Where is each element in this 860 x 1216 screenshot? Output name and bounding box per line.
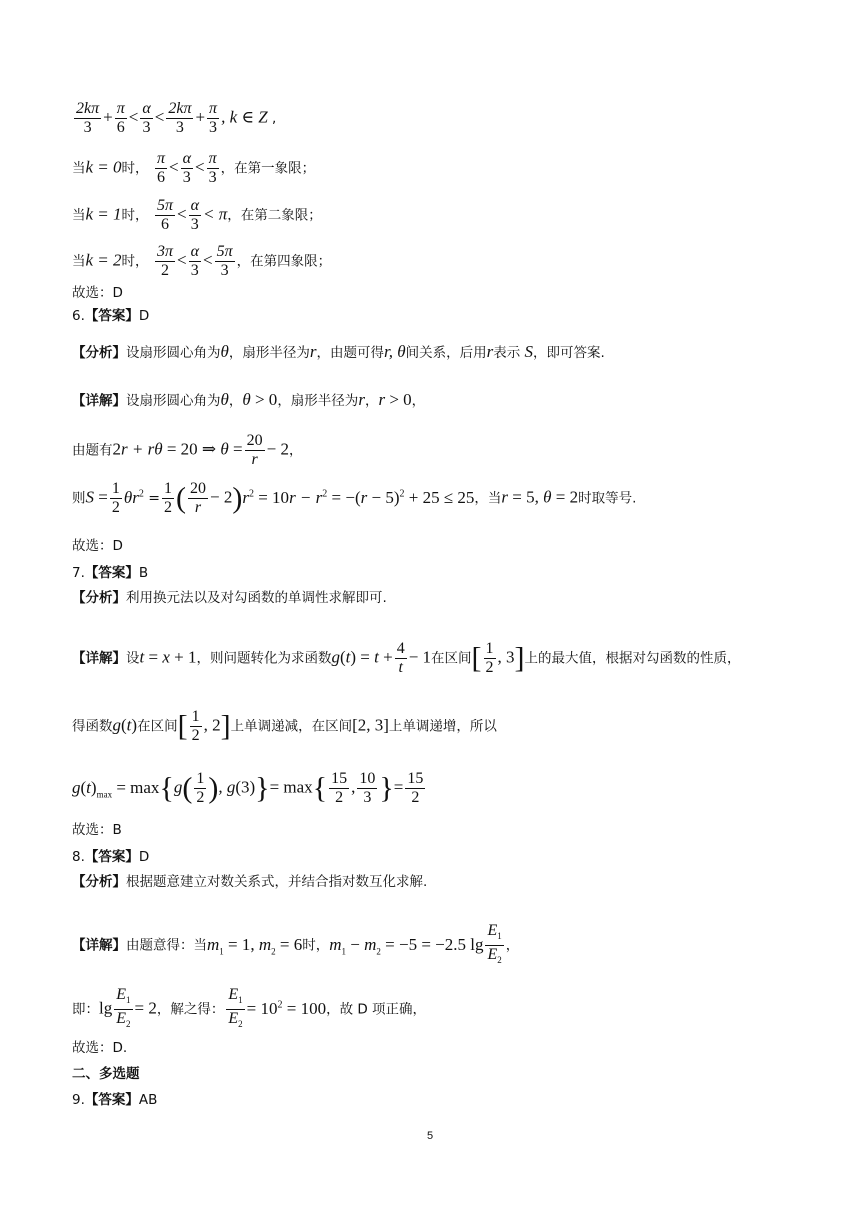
max-equation-line: $g(t)_{max} = \max\{g$( $\frac{1}{2}$ ), g(3)}= max{ $\frac{15}{2}$ , $\frac{10}{3}$ }= $\frac{15}{2}$	[72, 770, 424, 806]
inequality-line: $\frac{2k\pi}{3}$ + $\frac{\pi}{6}$ < $\frac{\alpha}{3}$ < $\frac{2k\pi}{3}$ + $\frac{\pi}{3}$ , k ∈ Z ,	[76, 100, 277, 136]
answer-heading-7: 7.【答案】B	[72, 565, 149, 581]
detail-6: 【详解】设扇形圆心角为θ，θ > 0，扇形半径为r，r > 0，	[72, 390, 426, 409]
monotonic-line: 得函数g(t)在区间[ $\frac{1}{2}$ , 2]上单调递减，在区间[2, 3]上单调递增，所以	[72, 708, 497, 744]
choice-line: 故选：D.	[72, 1040, 128, 1056]
area-equation-line: 则S = $\frac{1}{2}$ $\theta r^2$ = $\frac{1}{2}$ ( $\frac{20}{r}$ − $2)r^2 = 10r - r^2 = -(r - 5)^2 + 25 \le 25$，当r = 5, θ = 2时取等号.	[72, 480, 637, 516]
choice-line: 故选：D	[72, 285, 123, 301]
analysis-8: 【分析】根据题意建立对数关系式，并结合指对数互化求解.	[72, 874, 428, 890]
analysis-7: 【分析】利用换元法以及对勾函数的单调性求解即可.	[72, 590, 387, 606]
solution-line-8: 即：lg $\frac{E_1}{E_2}$ = 2，解之得： $\frac{E_1}{E_2}$ = $10^2 = 100$，故 D 项正确，	[72, 986, 427, 1030]
answer-heading-8: 8.【答案】D	[72, 849, 150, 865]
fraction: $\frac{2k\pi}{3}$	[76, 100, 100, 136]
case-k1: 当k = 1时， $\frac{5\pi}{6}$ < $\frac{\alpha}{3}$ < π，在第二象限；	[72, 197, 322, 233]
answer-heading-6: 6.【答案】D	[72, 308, 150, 324]
equation-line-r: 由题有2r + rθ = 20 ⇒ θ = $\frac{20}{r}$ − 2，	[72, 432, 303, 468]
case-k0: 当k = 0时， $\frac{\pi}{6}$ < $\frac{\alpha}{3}$ < $\frac{\pi}{3}$ ，在第一象限；	[72, 150, 316, 186]
page-number: 5	[426, 1130, 434, 1142]
detail-8: 【详解】由题意得：当$m_1 = 1$, $m_2 = 6$时，$m_1 - m_2 = -5 = -2.5$ lg $\frac{E_1}{E_2}$ ，	[72, 922, 520, 966]
answer-heading-9: 9.【答案】AB	[72, 1092, 158, 1108]
analysis-6: 【分析】设扇形圆心角为θ，扇形半径为r，由题可得r, θ间关系，后用r表示 S，即可答案.	[72, 342, 605, 361]
detail-7: 【详解】设t = x + 1，则问题转化为求函数g(t) = t + $\frac{4}{t}$ − 1在区间[ $\frac{1}{2}$ , 3]上的最大值，根据对勾函数的性质，	[72, 640, 741, 676]
choice-line: 故选：B	[72, 822, 122, 838]
case-k2: 当k = 2时， $\frac{3\pi}{2}$ < $\frac{\alpha}{3}$ < $\frac{5\pi}{3}$ ，在第四象限；	[72, 243, 332, 279]
choice-line: 故选：D	[72, 538, 123, 554]
section-heading: 二、多选题	[72, 1066, 140, 1082]
